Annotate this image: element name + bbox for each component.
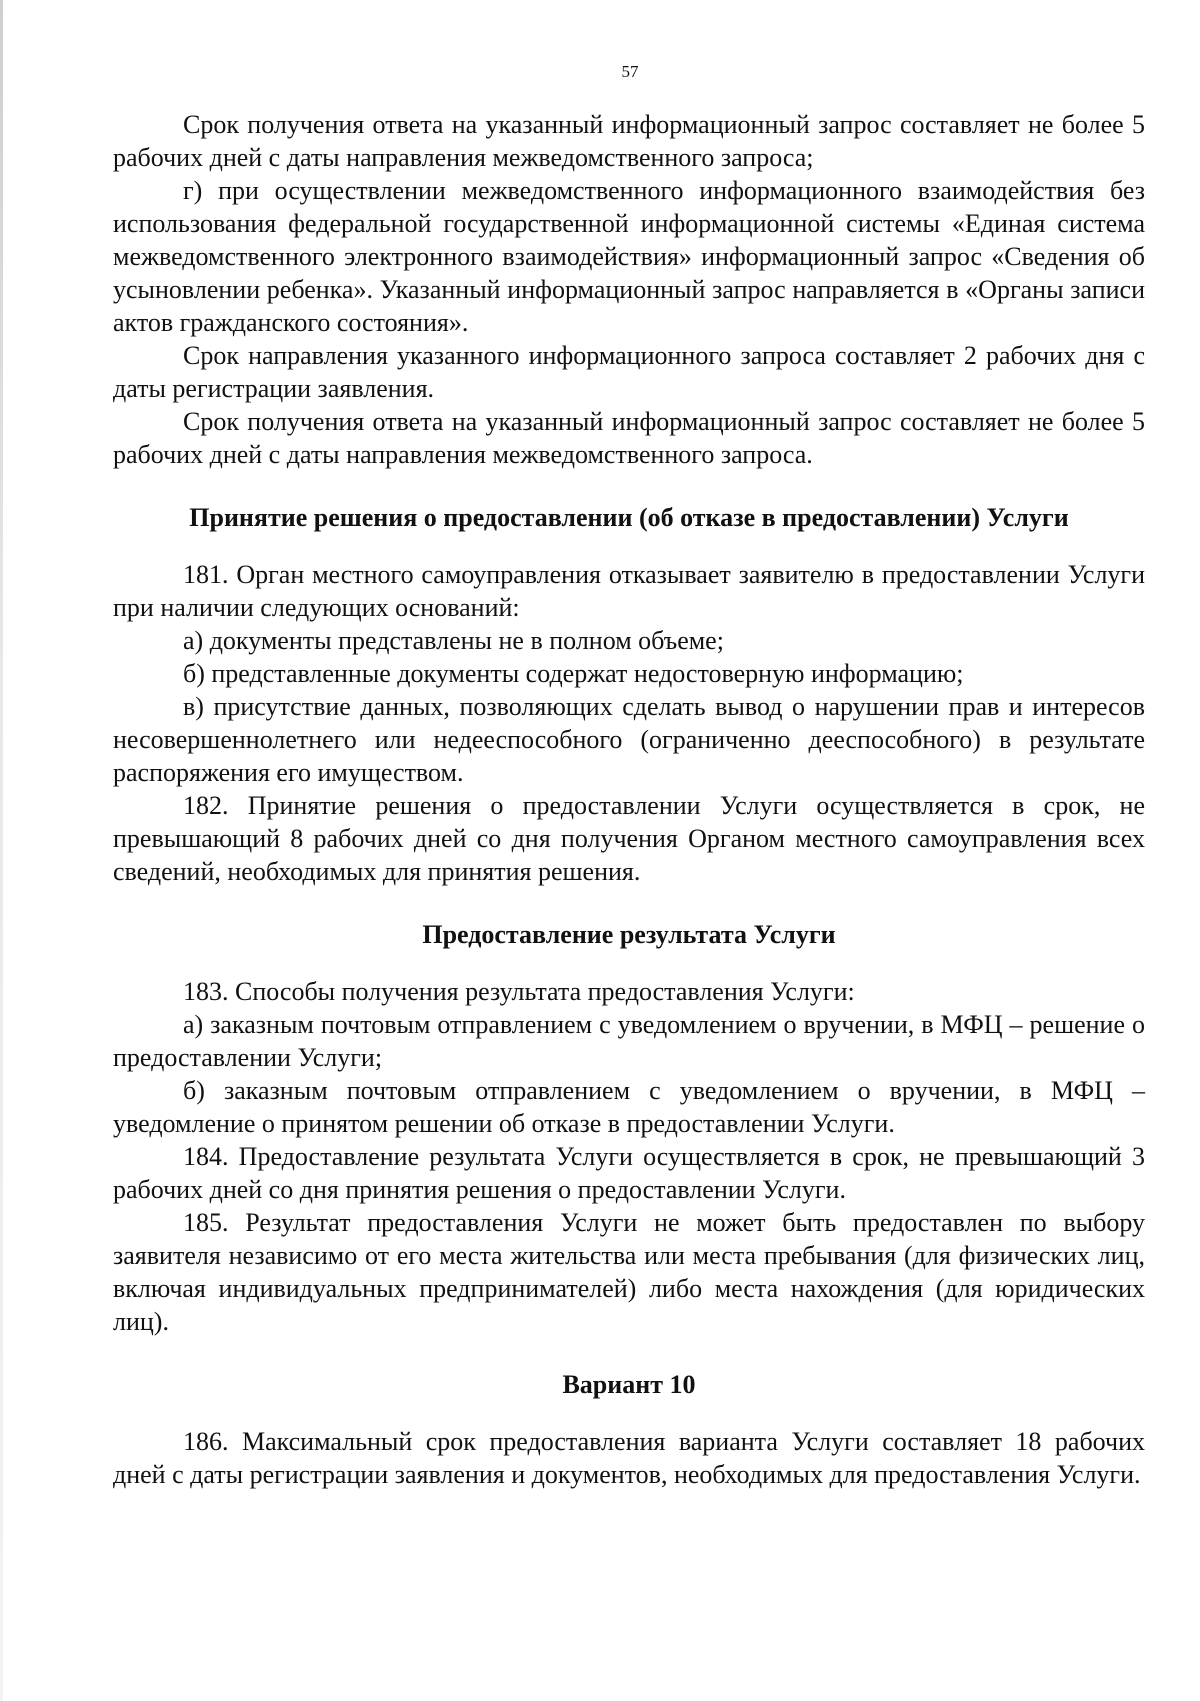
paragraph: Срок получения ответа на указанный информационный запрос составляет не более 5 рабочих дней с даты направления межведомственного запроса; (113, 110, 1145, 172)
paragraph: а) заказным почтовым отправлением с уведомлением о вручении, в МФЦ – решение о предоставлении Услуги; (113, 1010, 1145, 1072)
document-body (113, 108, 1145, 1491)
paragraph: в) присутствие данных, позволяющих сделать вывод о нарушении прав и интересов несовершеннолетнего или недееспособного (ограниченно дееспособного) в результате распоряжения его имуществом. (113, 692, 1145, 787)
paragraph: б) представленные документы содержат недостоверную информацию; (183, 659, 964, 688)
paragraph: 185. Результат предоставления Услуги не может быть предоставлен по выбору заявителя независимо от его места жительства или места пребывания (для физических лиц, включая индивидуальных предпринимателей) либо места нахождения (для юридических лиц). (113, 1208, 1145, 1336)
paragraph: Срок получения ответа на указанный информационный запрос составляет не более 5 рабочих дней с даты направления межведомственного запроса. (113, 407, 1145, 469)
paragraph: б) заказным почтовым отправлением с уведомлением о вручении, в МФЦ – уведомление о принятом решении об отказе в предоставлении Услуги. (113, 1076, 1145, 1138)
paragraph: 181. Орган местного самоуправления отказывает заявителю в предоставлении Услуги при наличии следующих оснований: (113, 560, 1145, 622)
paragraph: 183. Способы получения результата предоставления Услуги: (183, 977, 855, 1006)
paragraph: а) документы представлены не в полном объеме; (183, 626, 724, 655)
section-heading: Вариант 10 (562, 1370, 696, 1399)
paragraph: г) при осуществлении межведомственного информационного взаимодействия без использования федеральной государственной информационной системы «Единая система межведомственного электронного взаимодействия» информационный запрос «Сведения об усыновлении ребенка». Указанный информационный запрос направляется в «Органы записи актов гражданского состояния». (113, 176, 1145, 337)
paragraph: Срок направления указанного информационного запроса составляет 2 рабочих дня с даты регистрации заявления. (113, 341, 1145, 403)
section-heading: Предоставление результата Услуги (422, 920, 836, 949)
page-number: 57 (621, 62, 639, 81)
scan-edge (0, 0, 3, 1701)
paragraph: 186. Максимальный срок предоставления варианта Услуги составляет 18 рабочих дней с даты регистрации заявления и документов, необходимых для предоставления Услуги. (113, 1427, 1145, 1489)
paragraph: 184. Предоставление результата Услуги осуществляется в срок, не превышающий 3 рабочих дней со дня принятия решения о предоставлении Услуги. (113, 1142, 1145, 1204)
section-heading: Принятие решения о предоставлении (об отказе в предоставлении) Услуги (189, 503, 1069, 532)
paragraph: 182. Принятие решения о предоставлении Услуги осуществляется в срок, не превышающий 8 рабочих дней со дня получения Органом местного самоуправления всех сведений, необходимых для принятия решения. (113, 791, 1145, 886)
